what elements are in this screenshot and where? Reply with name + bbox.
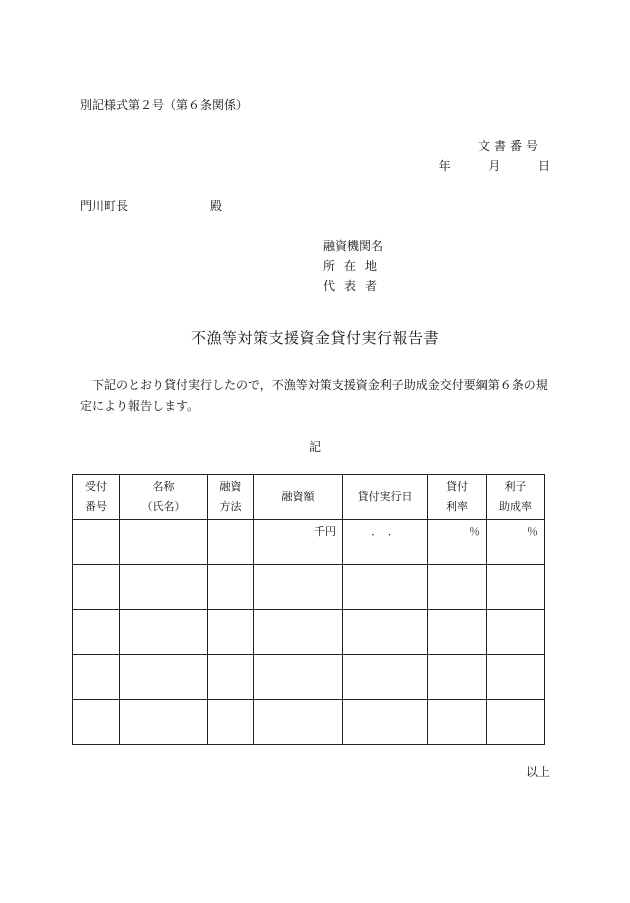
cell-loan-amount[interactable] (254, 565, 343, 610)
ki-heading: 記 (308, 440, 321, 454)
table-row (73, 655, 545, 700)
cell-loan-date[interactable] (343, 610, 428, 655)
cell-loan-amount[interactable] (254, 700, 343, 745)
sender-address-label: 所在地 (323, 259, 387, 273)
cell-loan-date[interactable] (343, 565, 428, 610)
cell-name[interactable] (120, 700, 208, 745)
header-name: 名称 （氏名） (120, 475, 208, 520)
subsidy-rate-unit-label: ％ (527, 525, 538, 538)
header-loan-rate: 貸付 利率 (428, 475, 487, 520)
cell-loan-rate[interactable] (428, 565, 487, 610)
cell-subsidy-rate[interactable] (487, 565, 545, 610)
cell-loan-rate[interactable] (428, 520, 487, 565)
rate-unit-label: ％ (469, 525, 480, 538)
addressee-honorific: 殿 (210, 199, 223, 213)
header-loan-method: 融資 方法 (208, 475, 254, 520)
cell-loan-date[interactable] (343, 655, 428, 700)
table-row (73, 700, 545, 745)
table-header-row (73, 475, 545, 520)
date-separator-label: ． ． (371, 525, 399, 538)
amount-unit-label: 千円 (314, 525, 336, 538)
header-loan-date: 貸付実行日 (343, 475, 428, 520)
cell-loan-amount[interactable] (254, 610, 343, 655)
cell-reception-number[interactable] (73, 655, 120, 700)
closing-text: 以上 (525, 765, 550, 779)
body-text: 下記のとおり貸付実行したので，不漁等対策支援資金利子助成金交付要綱第６条の規定により報告します。 (80, 378, 548, 413)
date-line (439, 157, 550, 174)
sender-institution-label: 融資機関名 (323, 239, 384, 253)
cell-name[interactable] (120, 565, 208, 610)
header-subsidy-rate: 利子 助成率 (487, 475, 545, 520)
cell-reception-number[interactable] (73, 700, 120, 745)
cell-loan-method[interactable] (208, 520, 254, 565)
cell-loan-rate[interactable] (428, 700, 487, 745)
cell-subsidy-rate[interactable] (487, 610, 545, 655)
table-row (73, 610, 545, 655)
cell-reception-number[interactable] (73, 565, 120, 610)
header-loan-amount: 融資額 (254, 475, 343, 520)
cell-loan-method[interactable] (208, 700, 254, 745)
header-reception-number: 受付 番号 (73, 475, 120, 520)
cell-loan-date[interactable] (343, 700, 428, 745)
cell-loan-method[interactable] (208, 610, 254, 655)
cell-loan-date[interactable] (343, 520, 428, 565)
cell-loan-amount[interactable] (254, 520, 343, 565)
addressee (80, 197, 222, 214)
form-label: 別記様式第２号（第６条関係） (80, 98, 249, 112)
cell-loan-method[interactable] (208, 565, 254, 610)
cell-loan-amount[interactable] (254, 655, 343, 700)
cell-reception-number[interactable] (73, 610, 120, 655)
cell-loan-rate[interactable] (428, 610, 487, 655)
cell-subsidy-rate[interactable] (487, 700, 545, 745)
report-table (72, 474, 545, 745)
document-title: 不漁等対策支援資金貸付実行報告書 (190, 329, 439, 347)
table-row (73, 565, 545, 610)
date-year-label: 年 (438, 159, 451, 173)
cell-name[interactable] (120, 610, 208, 655)
cell-name[interactable] (120, 520, 208, 565)
date-month-label: 月 (488, 159, 501, 173)
cell-subsidy-rate[interactable] (487, 655, 545, 700)
document-number-label: 文書番号 (477, 139, 542, 153)
cell-loan-method[interactable] (208, 655, 254, 700)
sender-representative-label: 代表者 (323, 279, 387, 293)
addressee-name: 門川町長 (80, 199, 129, 213)
cell-subsidy-rate[interactable] (487, 520, 545, 565)
table-row (73, 520, 545, 565)
cell-loan-rate[interactable] (428, 655, 487, 700)
cell-reception-number[interactable] (73, 520, 120, 565)
cell-name[interactable] (120, 655, 208, 700)
date-day-label: 日 (537, 159, 550, 173)
